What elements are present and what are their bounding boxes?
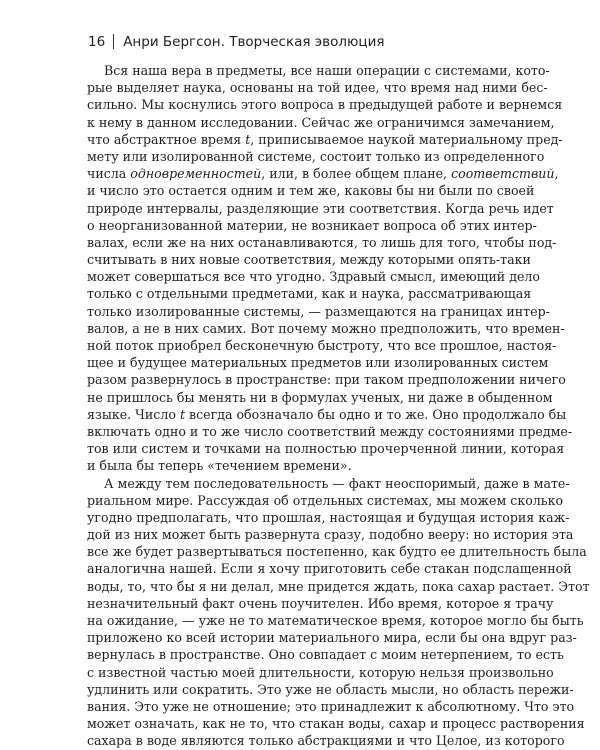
text-run: может означать, как не то, что стакан воды, сахар и процесс растворения <box>87 716 585 732</box>
header-separator <box>113 34 114 49</box>
text-line <box>87 303 550 320</box>
text-run: риальном мире. Рассуждая об отдельных системах, мы можем сколько <box>87 492 564 508</box>
paragraph <box>87 62 573 475</box>
text-run: вания. Это уже не отношение; это принадлежит к абсолютному. Что это <box>87 698 575 714</box>
text-line <box>87 509 570 526</box>
text-line <box>87 681 574 698</box>
text-run: с известной частью моей длительности, которую нельзя произвольно <box>87 664 554 680</box>
text-line <box>87 595 554 612</box>
text-run: сильно. Мы коснулись этого вопроса в предыдущей работе и вернемся <box>87 97 563 113</box>
text-line <box>87 475 570 492</box>
text-line <box>87 423 573 440</box>
text-line <box>87 234 557 251</box>
paragraph <box>87 475 590 750</box>
text-run: рые выделяет наука, основаны на той идее, что время над ними бес- <box>87 80 548 96</box>
text-line <box>87 492 564 509</box>
text-run: Вся наша вера в предметы, все наши операции с системами, кото- <box>104 63 550 78</box>
italic-run: t <box>245 131 251 147</box>
text-run: включать одно и то же число соответствий между состояниями предме- <box>87 423 573 439</box>
text-line <box>87 612 584 629</box>
text-line <box>87 337 557 354</box>
text-line <box>87 217 537 234</box>
text-line <box>87 114 555 131</box>
text-run: и была бы теперь «течением времени». <box>87 458 352 474</box>
text-line <box>87 354 549 371</box>
text-run: валах, если же на них останавливаются, то лишь для того, чтобы под- <box>87 234 557 250</box>
text-run: дой из них может быть развернута сразу, подобно вееру: но история эта <box>87 527 574 543</box>
text-line <box>87 79 548 96</box>
running-title: Анри Бергсон. Творческая эволюция <box>123 34 385 50</box>
text-line <box>87 96 563 113</box>
text-run: щее и будущее материальных предметов или изолированных систем <box>87 355 549 371</box>
text-run: , или, в более общем плане, <box>261 166 452 182</box>
text-run: к нему в данном исследовании. Сейчас же ограничимся замечанием, <box>87 114 555 130</box>
text-run: валов, а не в них самих. Вот почему можно предположить, что времен- <box>87 320 565 336</box>
text-run: приложено ко всей истории материального мира, если бы она вдруг раз- <box>87 630 577 646</box>
text-run: вернулась в пространстве. Оно совпадает с моим нетерпением, то есть <box>87 647 564 663</box>
text-run: аналогична нашей. Если я хочу приготовить себе стакан подслащенной <box>87 561 572 577</box>
text-run: языке. Число <box>87 406 180 422</box>
text-line <box>87 200 554 217</box>
text-run: воды, то, что бы я ни делал, мне придется ждать, пока сахар растает. Этот <box>87 578 590 594</box>
text-line <box>87 629 577 646</box>
text-run: о неорганизованной материи, не возникает вопроса об этих интер- <box>87 217 537 233</box>
text-line <box>87 526 574 543</box>
page-number: 16 <box>88 34 106 50</box>
text-line <box>87 440 565 457</box>
text-line <box>87 543 587 560</box>
text-line <box>87 560 572 577</box>
text-line <box>87 715 585 732</box>
text-run: всегда обозначало бы одно и то же. Оно продолжало бы <box>185 406 567 422</box>
text-run: незначительный факт очень поучителен. Ибо время, которое я трачу <box>87 595 554 611</box>
text-run: мету или изолированной системе, состоит только из определенного <box>87 148 545 164</box>
text-run: , <box>554 166 559 182</box>
text-run: ной поток приобрел бесконечную быстроту, что все прошлое, настоя- <box>87 338 557 353</box>
text-run: природе интервалы, разделяющие эти соответствия. Когда речь идет <box>87 200 554 216</box>
text-run: считывать в них новые соответствия, между которыми опять-таки <box>87 252 531 268</box>
text-run: угодно предполагать, что прошлая, настоящая и будущая история каж- <box>87 509 570 525</box>
text-line <box>87 698 575 715</box>
running-head <box>88 33 528 51</box>
text-line <box>87 406 567 423</box>
text-line <box>87 457 528 474</box>
text-run: разом развернулось в пространстве: при таком предположении ничего <box>87 372 566 388</box>
text-run: только с отдельными предметами, как и наука, рассматривающая <box>87 286 532 302</box>
text-run: что абстрактное время <box>87 131 246 147</box>
text-line <box>87 646 564 663</box>
text-line <box>87 371 566 388</box>
italic-run: одновременностей <box>130 166 262 182</box>
text-run: сахара в воде являются только абстракциями и что Целое, из которого <box>87 733 565 749</box>
text-run: на ожидание, — уже не то математическое время, которое могло бы быть <box>87 613 584 628</box>
text-run: тов или систем и точками на полностью прочерченной линии, которая <box>87 441 565 457</box>
text-line <box>87 148 545 165</box>
text-line <box>87 578 590 595</box>
text-line <box>87 732 565 749</box>
text-run: все же будет развертываться постепенно, как будто ее длительность была <box>87 544 587 560</box>
text-run: А между тем последовательность — факт неоспоримый, даже в мате- <box>104 475 570 491</box>
text-run: только изолированные системы, — размещаются на границах интер- <box>87 303 550 319</box>
text-line <box>87 62 550 79</box>
text-line <box>87 165 559 182</box>
text-run: не пришлось бы менять ни в формулах ученых, ни даже в обыденном <box>87 389 553 405</box>
text-line <box>87 131 563 148</box>
text-line <box>87 285 532 302</box>
italic-run: соответствий <box>451 166 555 182</box>
text-line <box>87 320 565 337</box>
text-run: , приписываемое наукой материальному пред- <box>250 131 563 147</box>
text-line <box>87 664 554 681</box>
text-line <box>87 251 531 268</box>
text-run: числа <box>87 166 131 182</box>
text-run: может совершаться все что угодно. Здравый смысл, имеющий дело <box>87 269 540 285</box>
italic-run: t <box>179 406 185 422</box>
text-line <box>87 268 540 285</box>
text-run: удлинить или сократить. Это уже не область мысли, но область пережи- <box>87 681 574 697</box>
text-line <box>87 182 535 199</box>
text-run: и число это остается одним и тем же, каковы бы ни были по своей <box>87 183 535 199</box>
text-line <box>87 389 553 406</box>
body-text <box>87 62 590 750</box>
